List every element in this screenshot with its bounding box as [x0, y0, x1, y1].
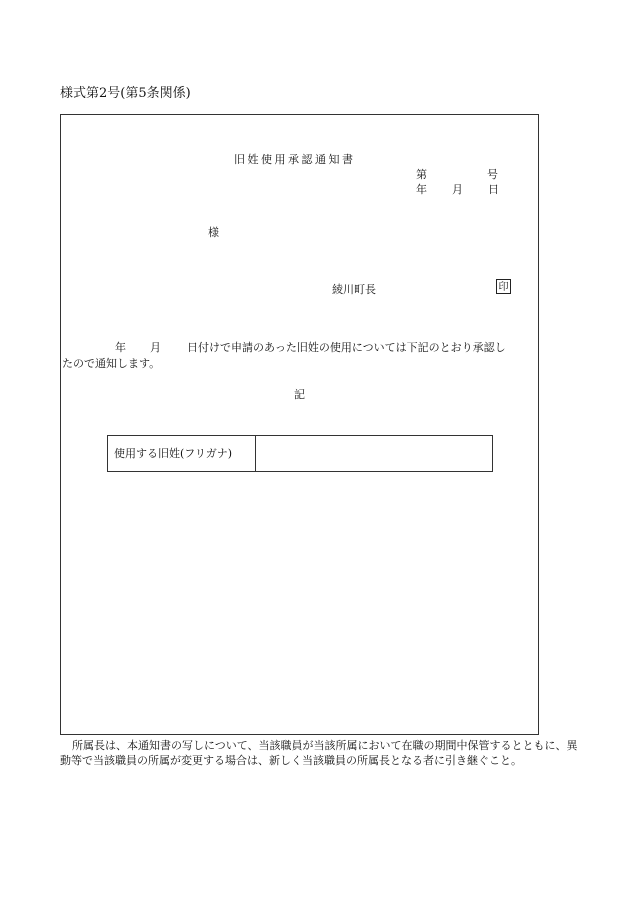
date-day-label: 日 — [488, 183, 499, 196]
document-number-prefix: 第 — [416, 168, 427, 181]
body-year-label: 年 — [115, 341, 126, 354]
body-text-line-1 — [115, 339, 506, 355]
document-frame — [60, 114, 539, 735]
former-surname-value-cell — [256, 436, 492, 471]
former-surname-header: 使用する旧姓(フリガナ) — [108, 436, 256, 471]
ki-heading: 記 — [294, 388, 305, 401]
issuer-name: 綾川町長 — [332, 283, 376, 296]
date-year-label: 年 — [416, 183, 427, 196]
date-month-label: 月 — [452, 183, 463, 196]
former-surname-table — [107, 435, 493, 472]
addressee-honorific: 様 — [208, 226, 219, 239]
footnote: 所属長は、本通知書の写しについて、当該職員が当該所属において在職の期間中保管するとともに、異動等で当該職員の所属が変更する場合は、新しく当該職員の所属長となる者に引き継ぐこと。 — [60, 739, 578, 767]
body-text-rest: 日付けで申請のあった旧姓の使用については下記のとおり承認し — [187, 341, 506, 354]
body-month-label: 月 — [150, 341, 161, 354]
seal-stamp-box: 印 — [496, 279, 511, 294]
form-number-label: 様式第2号(第5条関係) — [60, 86, 191, 101]
document-number-suffix: 号 — [487, 168, 498, 181]
body-text-line-2: たので通知します。 — [62, 357, 161, 370]
document-title: 旧姓使用承認通知書 — [234, 153, 356, 166]
